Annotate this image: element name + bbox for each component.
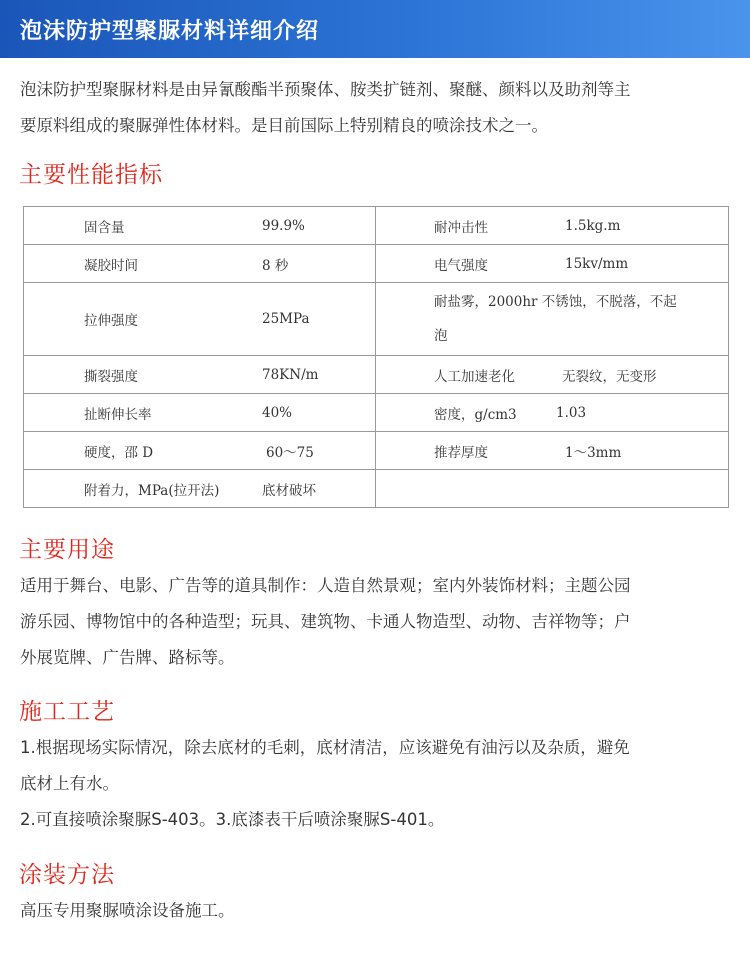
process-heading: 施工工艺 <box>19 699 115 725</box>
spec-value: 15kv/mm <box>565 255 629 272</box>
table-row <box>24 283 729 356</box>
coating-line: 高压专用聚脲喷涂设备施工。 <box>20 901 235 920</box>
spec-label: 推荐厚度 <box>434 444 488 461</box>
spec-value: 无裂纹，无变形 <box>562 368 657 385</box>
usage-line: 适用于舞台、电影、广告等的道具制作：人造自然景观；室内外装饰材料；主题公园 <box>20 576 631 595</box>
spec-value: 60～75 <box>266 444 314 461</box>
spec-label: 耐冲击性 <box>434 219 488 236</box>
usage-line: 游乐园、博物馆中的各种造型；玩具、建筑物、卡通人物造型、动物、吉祥物等；户 <box>20 612 631 631</box>
process-paragraph <box>20 730 732 838</box>
table-row <box>24 356 729 394</box>
spec-value: 1.5kg.m <box>565 217 621 234</box>
spec-label: 泡 <box>434 328 448 344</box>
spec-label: 耐盐雾，2000hr 不锈蚀，不脱落，不起 <box>434 294 677 310</box>
table-row <box>24 470 729 508</box>
process-line: 2.可直接喷涂聚脲S-403。3.底漆表干后喷涂聚脲S-401。 <box>20 810 445 829</box>
process-line: 底材上有水。 <box>20 774 119 793</box>
spec-label: 撕裂强度 <box>84 368 138 385</box>
spec-label: 电气强度 <box>434 257 488 274</box>
table-row <box>24 394 729 432</box>
usage-paragraph <box>20 568 732 676</box>
table-row <box>24 207 729 245</box>
intro-paragraph <box>20 72 732 144</box>
spec-value: 25MPa <box>262 311 310 327</box>
coating-paragraph <box>20 893 732 929</box>
spec-value: 1.03 <box>556 404 587 421</box>
spec-value: 40% <box>262 404 293 421</box>
spec-multiline-cell <box>376 283 729 356</box>
intro-line: 泡沫防护型聚脲材料是由异氰酸酯半预聚体、胺类扩链剂、聚醚、颜料以及助剂等主 <box>20 80 631 99</box>
spec-table <box>23 206 729 508</box>
spec-label: 固含量 <box>84 219 125 236</box>
spec-value: 底材破坏 <box>262 482 316 499</box>
specs-heading: 主要性能指标 <box>19 162 163 188</box>
table-row <box>24 432 729 470</box>
spec-label: 附着力，MPa(拉开法) <box>84 482 220 499</box>
usage-line: 外展览牌、广告牌、路标等。 <box>20 648 235 667</box>
header-bar <box>0 0 750 58</box>
intro-line: 要原料组成的聚脲弹性体材料。是目前国际上特别精良的喷涂技术之一。 <box>20 116 548 135</box>
spec-label: 人工加速老化 <box>434 368 515 385</box>
process-line: 1.根据现场实际情况，除去底材的毛刺，底材清洁，应该避免有油污以及杂质，避免 <box>20 738 630 757</box>
spec-value: 78KN/m <box>262 366 319 383</box>
usage-heading: 主要用途 <box>19 537 115 563</box>
page-title: 泡沫防护型聚脲材料详细介绍 <box>20 19 320 44</box>
spec-label: 密度，g/cm3 <box>434 406 517 423</box>
spec-value: 1～3mm <box>565 444 622 461</box>
spec-value: 99.9% <box>262 217 305 234</box>
table-row <box>24 245 729 283</box>
spec-label: 凝胶时间 <box>84 257 138 274</box>
spec-value: 8 秒 <box>262 257 289 274</box>
spec-label: 拉伸强度 <box>84 313 138 329</box>
spec-label: 扯断伸长率 <box>84 406 152 423</box>
coating-heading: 涂装方法 <box>19 862 115 888</box>
spec-label: 硬度，邵 D <box>84 444 154 461</box>
